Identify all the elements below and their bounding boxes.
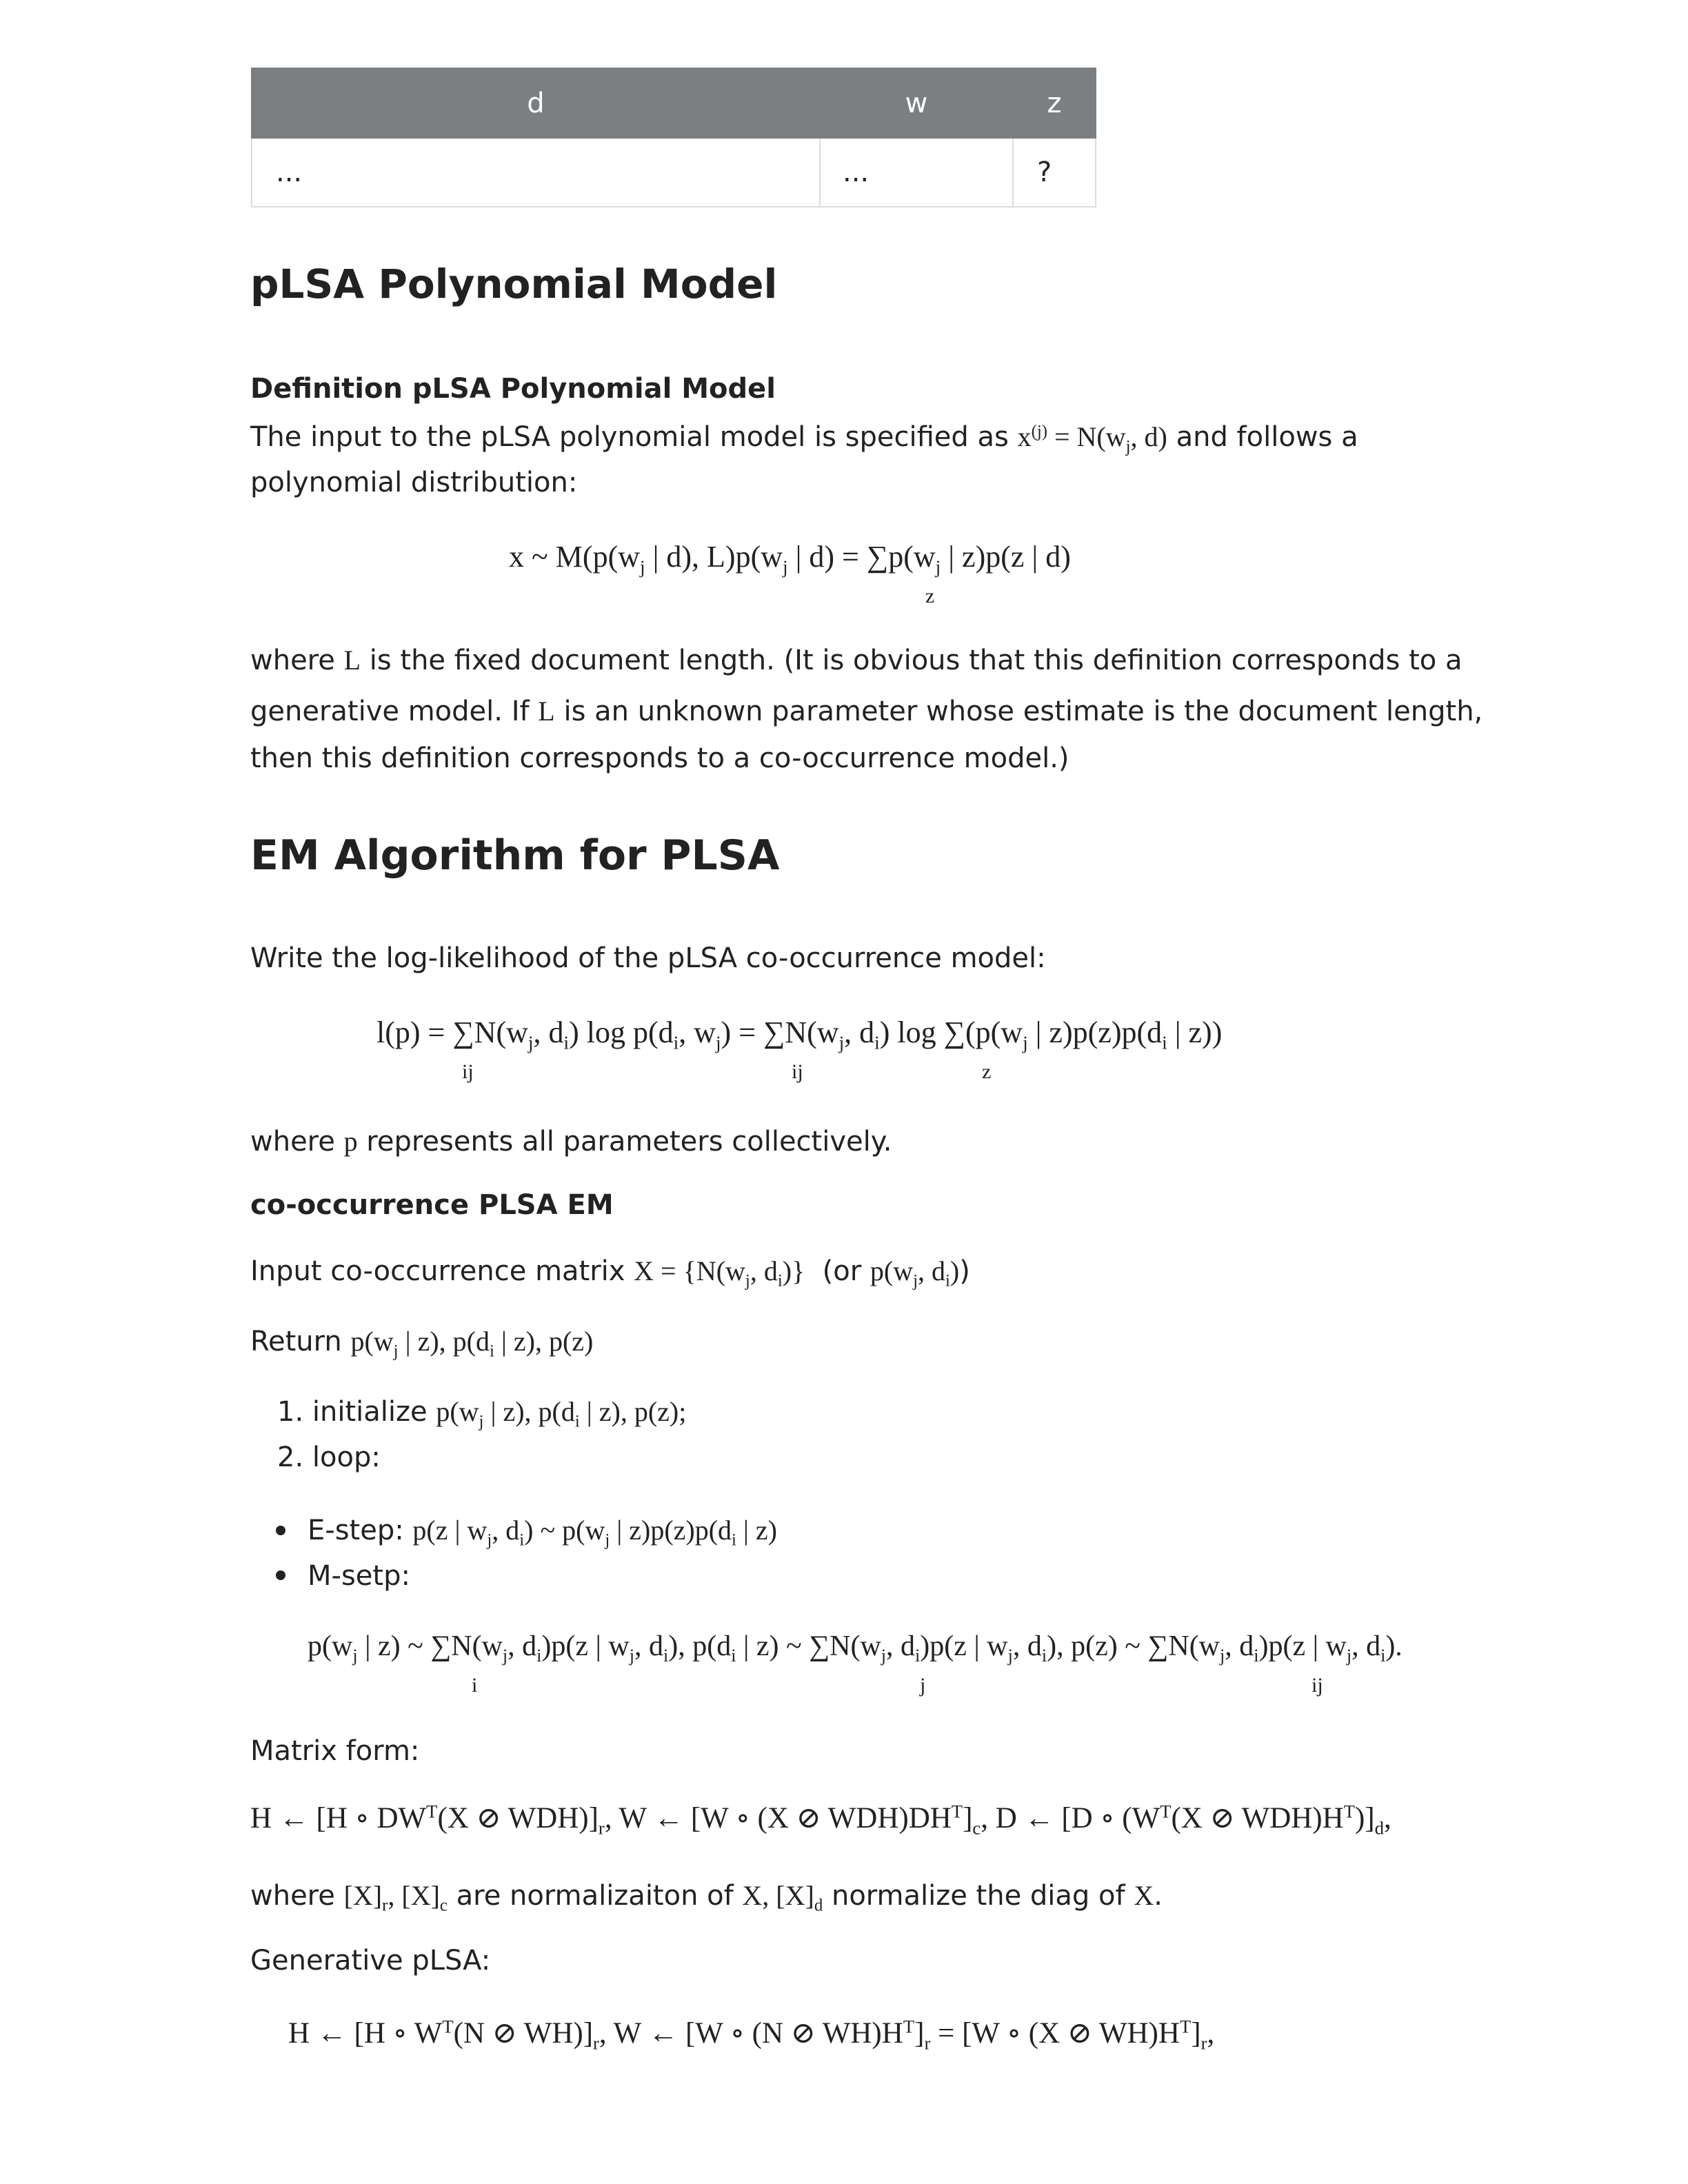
table-cell: ... [820,138,1013,207]
list-item [308,1513,777,1548]
paragraph-line: Matrix form: [250,1735,420,1767]
formula-sum-index: j [920,1674,926,1697]
paragraph-line: Generative pLSA: [250,1945,491,1976]
math-inline: $X = \{N(w_j$, $d_i$)} [634,1255,805,1291]
table-cell: ? [1013,138,1096,207]
section-heading-plsa-polynomial: pLSA Polynomial Model [250,261,778,307]
text-span: (or [822,1255,870,1287]
math-inline: X, $[X]_d$ [742,1880,823,1915]
list-text: loop: [312,1442,381,1473]
formula-multinomial: x ~ $M(p(w_j$ | d), $L)p(w_j$ | $d) = \sum p(w_j$ | z)p(z | d) [509,540,1071,578]
math-inline: p [343,1126,358,1157]
formula-m-step: $p(w_j$ | z) ~ $\sum N(w_j$, $d_i)p(z$ | $w_j$, $d_i$), $p(d_i$ | z) ~ $\sum N(w_j$, $d_i)p(z$ | $w_j$, $d_i$), p(z) ~ $\sum N(w_j$, $d_i)p(z$ | $w_j$, $d_i$). [308,1630,1403,1666]
formula-sum-index: i [472,1674,478,1697]
paragraph-intro: Write the log-likelihood of the pLSA co-occurrence model: [250,942,1046,974]
paragraph-line [250,643,1462,678]
list-item [277,1439,381,1475]
table-cell: ... [252,138,820,207]
text-span: is the fixed document length. (It is obvious that this definition corresponds to a [361,645,1463,676]
math-inline: L [538,696,555,727]
paragraph-line [250,694,1483,729]
math-inline: $p(w_j$, $d_i$) [870,1255,960,1291]
text-span: E-step: [308,1515,413,1546]
section-heading-em-algorithm: EM Algorithm for PLSA [250,831,780,880]
bullet-icon [276,1570,285,1580]
formula-sum-index: z [925,585,935,607]
text-span: normalize the diag of [823,1880,1134,1912]
text-span: where [250,1880,344,1912]
formula-sum-index: ij [462,1060,474,1083]
text-span: generative model. If [250,696,539,727]
data-table [251,68,1096,208]
definition-title: Definition pLSA Polynomial Model [250,373,776,405]
math-inline: $[X]_r$, $[X]_c$ [343,1880,448,1915]
formula-matrix-update: H ← [H ∘ $DW^T(X$ ⊘ $WDH)]_r$, W ← [W ∘ (X ⊘ $WDH)DH^T]_c$, D ← [D ∘ ($W^T(X$ ⊘ $WDH)H^T)]_d$, [250,1801,1391,1839]
text-span: The input to the pLSA polynomial model is specified as [250,421,1018,453]
table-row [252,138,1096,207]
formula-sum-index: z [982,1060,992,1083]
text-span: is an unknown parameter whose estimate is the document length, [554,696,1483,727]
text-span: are normalizaiton of [447,1880,743,1912]
text-span: where [250,645,344,676]
text-span: . [1154,1880,1163,1912]
math-inline: X [1134,1880,1154,1911]
list-number: 1. [277,1396,312,1428]
definition-paragraph-line2: polynomial distribution: [250,467,578,498]
list-number: 2. [277,1442,312,1473]
table-header-d: d [252,68,820,138]
math-inline: $p(w_j$ | z), $p(d_i$ | z), p(z) [350,1326,594,1361]
formula-sum-index: ij [1312,1674,1323,1697]
formula-sum-index: ij [792,1060,803,1083]
formula-log-likelihood: $l(p) = \sum N(w_j$, $d_i$) $\log p(d_i$, $w_j) = \sum N(w_j$, $d_i$) $\log \sum(p(w_j$ | $z)p(z)p(d_i$ | z)) [376,1015,1223,1053]
math-inline: L [343,645,361,676]
em-title: co-occurrence PLSA EM [250,1189,614,1221]
list-item [277,1394,686,1430]
return-line [250,1324,593,1359]
list-item: M-setp: [308,1560,410,1592]
list-text: initialize [312,1396,436,1428]
text-span: ) [959,1255,970,1287]
paragraph-line [250,1878,1163,1914]
formula-generative-update: H ← [H ∘ $W^T(N$ ⊘ $WH)]_r$, W ← [W ∘ (N ⊘ $WH)H^T]_r = [W$ ∘ (X ⊘ $WH)H^T]_r$, [288,2016,1215,2054]
definition-paragraph-line1 [250,419,1358,455]
table-header-w: w [820,68,1013,138]
text-span: represents all parameters collectively. [357,1126,892,1157]
paragraph-line [250,1124,892,1160]
bullet-icon [276,1526,285,1535]
text-span: and follows a [1167,421,1358,453]
text-span: Input co-occurrence matrix [250,1255,634,1287]
paragraph-line: then this definition corresponds to a co-occurrence model.) [250,742,1069,774]
math-inline: p(z | $w_j$, $d_i$) ~ $p(w_j$ | $z)p(z)p(d_i$ | z) [412,1515,778,1550]
table-header-z: z [1013,68,1096,138]
text-span: where [250,1126,344,1157]
math-inline: $x^{(j)} = N(w_j$, d) [1017,421,1167,456]
text-span: Return [250,1326,351,1357]
table-header-row [252,68,1096,138]
input-line [250,1253,970,1289]
math-inline: $p(w_j$ | z), $p(d_i$ | z), p(z); [436,1396,687,1431]
